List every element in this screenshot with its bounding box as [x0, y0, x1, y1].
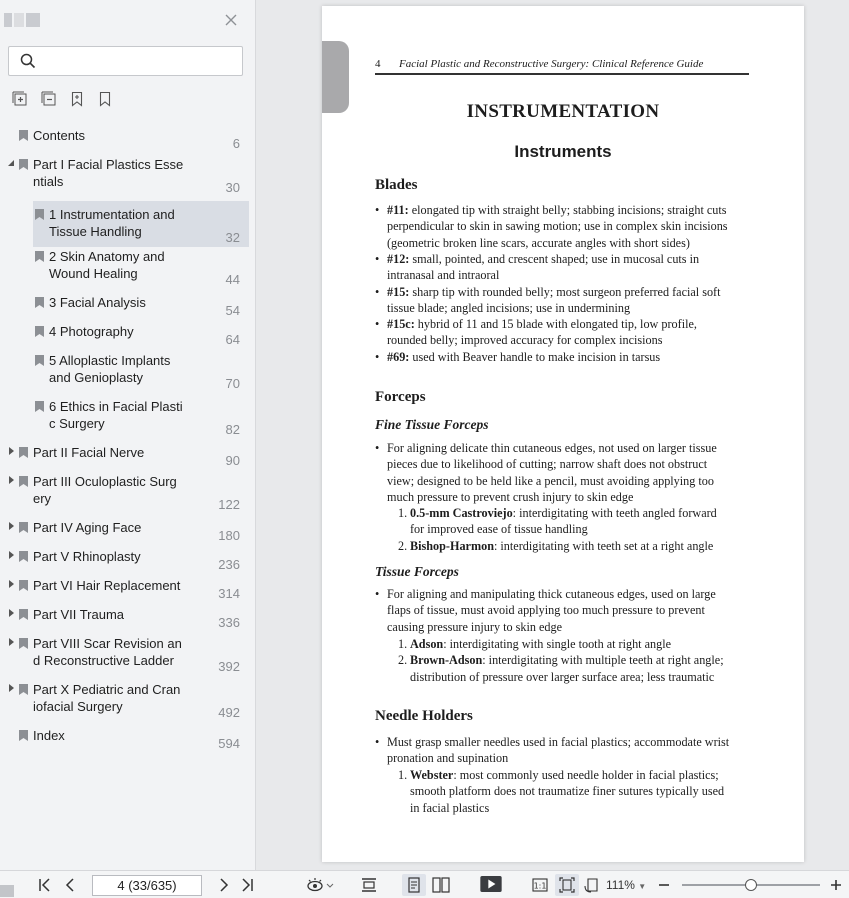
fine-tissue-forceps-heading: Fine Tissue Forceps — [375, 417, 489, 432]
bullet-description: small, pointed, and crescent shaped; use in mucosal cuts in intranasal and intraoral — [387, 251, 700, 283]
bullet-text — [387, 316, 757, 349]
item-number: 1. — [398, 768, 408, 782]
bookmark-icon — [19, 638, 28, 649]
toc-item-page: 314 — [218, 586, 240, 601]
item-text — [410, 636, 755, 652]
item-text — [410, 538, 755, 554]
bookmark-icon — [19, 159, 28, 170]
toc-item-label: 5 Alloplastic Implants and Genioplasty — [49, 353, 171, 385]
fit-page-button[interactable] — [555, 874, 579, 896]
toc-item-label: 6 Ethics in Facial Plasti c Surgery — [49, 399, 183, 431]
toc-item[interactable] — [0, 514, 256, 543]
page-number-field[interactable]: 4 (33/635) — [92, 875, 202, 896]
bookmark-icon — [35, 355, 44, 366]
single-page-icon — [406, 877, 422, 893]
bookmark-icon — [19, 684, 28, 695]
toc-item-page: 336 — [218, 615, 240, 630]
item-text — [410, 652, 755, 685]
last-page-icon[interactable] — [240, 877, 254, 893]
bullet-text: Must grasp smaller needles used in facial plastics; accommodate wrist pronation and supination — [387, 735, 730, 766]
toc-item-label: 2 Skin Anatomy and Wound Healing — [49, 249, 165, 281]
toc-item[interactable] — [0, 243, 256, 289]
bookmark-icon — [19, 551, 28, 562]
item-description: : interdigitating with single tooth at right angle — [443, 637, 672, 651]
first-page-icon[interactable] — [38, 877, 52, 893]
toc-item[interactable] — [0, 468, 256, 514]
svg-text:1:1: 1:1 — [533, 881, 547, 891]
chevron-down-icon[interactable] — [6, 157, 16, 169]
toc-item-page: 44 — [225, 272, 240, 287]
toc-item-page: 64 — [225, 332, 240, 347]
bullet-description: hybrid of 11 and 15 blade with elongated tip, low profile, rounded belly; improved accuracy for complex incisions — [387, 317, 697, 348]
bullet-term: #69: — [387, 349, 410, 364]
item-description: : most commonly used needle holder in facial plastics; smooth platform does not traumatize finer sutures typically used in facial plastics — [410, 768, 725, 815]
bullet-term: #15: — [387, 284, 410, 299]
item-number: 2. — [398, 653, 408, 668]
forceps-heading: Forceps — [375, 389, 426, 405]
chevron-right-icon[interactable] — [6, 520, 16, 532]
toc-item-label: Contents — [33, 128, 86, 143]
toc-item[interactable] — [0, 676, 256, 722]
toc-item-label: Part IV Aging Face — [33, 520, 142, 535]
item-description: : interdigitating with multiple teeth at right angle; distribution of pressure over larger surface area; less traumatic — [410, 653, 724, 684]
app-logo — [4, 13, 40, 27]
bullet-text: For aligning delicate thin cutaneous edges, not used on larger tissue pieces due to likelihood of cutting; narrow shaft does not obstruct view; designed to be held like a pencil, must avoiding applying too much pressure to prevent crush injury to skin edge — [387, 441, 717, 504]
toc-item[interactable] — [0, 151, 256, 197]
sidebar — [0, 0, 256, 870]
bookmark-icon — [35, 297, 44, 308]
chevron-right-icon[interactable] — [6, 607, 16, 619]
sidebar-header — [0, 0, 256, 40]
two-page-icon[interactable] — [432, 877, 450, 893]
chevron-down-icon: ▼ — [638, 882, 647, 891]
toc-item-page: 32 — [225, 230, 240, 245]
chevron-right-icon[interactable] — [6, 682, 16, 694]
chevron-right-icon[interactable] — [6, 549, 16, 561]
document-viewer[interactable] — [257, 0, 849, 870]
bookmark-icon — [35, 209, 44, 220]
toc-item-label: 1 Instrumentation and Tissue Handling — [49, 207, 175, 239]
close-icon[interactable] — [224, 13, 238, 27]
toc-item-page: 6 — [232, 136, 240, 151]
toc-item[interactable] — [0, 289, 256, 318]
toc-item[interactable] — [0, 393, 256, 439]
toc-item-label: Part VI Hair Replacement — [33, 578, 181, 593]
bookmark-icon — [19, 476, 28, 487]
toc-item[interactable] — [0, 572, 256, 601]
search-field[interactable] — [8, 46, 243, 76]
toc-item[interactable] — [0, 630, 256, 676]
bullet-text — [387, 251, 757, 284]
bookmark-icon — [35, 326, 44, 337]
tissue-forceps-heading: Tissue Forceps — [375, 564, 459, 579]
toc-item-label: Part X Pediatric and Cran iofacial Surgery — [33, 682, 181, 714]
bookmark-icon — [19, 609, 28, 620]
toc-item-label: Part III Oculoplastic Surg ery — [33, 474, 177, 506]
zoom-in-icon[interactable] — [830, 877, 842, 893]
bullet-text: For aligning and manipulating thick cutaneous edges, used on large flaps of tissue, must avoid applying too much pressure to prevent causing pressure injury to skin edge — [387, 587, 716, 634]
bookmark-icon — [19, 130, 28, 141]
section-heading: Instruments — [514, 142, 612, 161]
sidebar-toggle-icon[interactable] — [0, 881, 16, 897]
bookmark-icon — [35, 251, 44, 262]
bullet-term: #15c: — [387, 317, 415, 332]
item-term: Bishop-Harmon — [410, 538, 494, 553]
item-term: Brown-Adson — [410, 653, 483, 668]
item-text — [410, 505, 755, 538]
single-page-view-button[interactable] — [402, 874, 426, 896]
bookmark-icon — [19, 580, 28, 591]
toc-item[interactable] — [0, 543, 256, 572]
bullet-text — [387, 284, 757, 317]
zoom-out-icon[interactable] — [658, 877, 670, 893]
zoom-slider-handle[interactable] — [745, 879, 757, 891]
item-term: 0.5-mm Castroviejo — [410, 506, 513, 520]
bottom-toolbar — [0, 870, 849, 898]
toc-item-label: Part II Facial Nerve — [33, 445, 145, 460]
item-number: 2. — [398, 538, 408, 553]
item-term: Webster — [410, 768, 454, 782]
slideshow-play-icon[interactable] — [479, 876, 503, 892]
bullet-term: #11: — [387, 203, 409, 217]
bookmark-icon[interactable] — [97, 91, 113, 107]
bookmark-icon — [35, 401, 44, 412]
toc-item-label: 3 Facial Analysis — [49, 295, 146, 310]
search-icon — [20, 53, 36, 69]
toc-item-page: 594 — [218, 736, 240, 751]
bookmark-icon — [19, 447, 28, 458]
toc-item[interactable] — [0, 318, 256, 347]
toc-item-label: 4 Photography — [49, 324, 134, 339]
chapter-heading: INSTRUMENTATION — [466, 101, 660, 122]
page-number: 4 — [375, 58, 381, 70]
toc-item[interactable] — [0, 347, 256, 393]
chevron-right-icon[interactable] — [6, 474, 16, 486]
toc-item-page: 392 — [218, 659, 240, 674]
toc-item-label: Part VIII Scar Revision an d Reconstructive Ladder — [33, 636, 182, 668]
fit-width-icon[interactable] — [361, 877, 377, 893]
toc-item-page: 236 — [218, 557, 240, 572]
toc-item[interactable] — [0, 439, 256, 468]
toc-item-page: 122 — [218, 497, 240, 512]
toc-item-page: 90 — [225, 453, 240, 468]
toc-item[interactable] — [0, 722, 256, 751]
running-head — [375, 57, 749, 75]
bullet-description: sharp tip with rounded belly; most surgeon preferred facial soft tissue blade; angled incisions; use in undermining — [387, 284, 721, 315]
chevron-right-icon[interactable] — [6, 578, 16, 590]
chevron-right-icon[interactable] — [6, 636, 16, 648]
item-term: Adson — [410, 637, 444, 651]
toc-item-page: 180 — [218, 528, 240, 543]
item-text — [410, 767, 755, 816]
toc-item-page: 70 — [225, 376, 240, 391]
bullet-text — [387, 349, 757, 365]
zoom-value: 111% — [606, 878, 635, 892]
rotate-page-icon[interactable] — [584, 877, 602, 893]
item-description: : interdigitating with teeth angled forward for improved ease of tissue handling — [410, 506, 717, 537]
item-number: 1. — [398, 506, 408, 520]
item-number: 1. — [398, 637, 408, 651]
book-title: Facial Plastic and Reconstructive Surgery: Clinical Reference Guide — [399, 58, 704, 70]
bullet-description: elongated tip with straight belly; stabbing incisions; straight cuts perpendicular to skin in sawing motion; use in complex skin incisions (geometric broken line scars, accurate angles with short sides) — [387, 203, 728, 250]
needle-holders-heading: Needle Holders — [375, 708, 473, 724]
toc-item-label: Part I Facial Plastics Esse ntials — [33, 157, 184, 189]
pdf-page: 4 Facial Plastic and Reconstructive Surgery: Clinical Reference Guide INSTRUMENTATION Instruments Blades • #11: elongated tip with straight belly; stabbing incisions; straight cuts perpendicular to skin in sawing motion; use in complex skin incisions (geometric broken line scars, accurate angles with short sides) • #12: small, pointed, and crescent shaped; use in mucosal cuts in intranasal and intraoral • #15: sharp tip with rounded belly; most surgeon preferred facial soft tissue blade; angled incisions; use in undermining • #15c: hybrid of 11 and 15 blade with elongated tip, low profile, rounded belly; improved accuracy for complex incisions • #69: used with Beaver handle to make incision in tarsus Forceps Fine Tissue Forceps • For aligning delicate thin cutaneous edges, not used on larger tissue pieces due to likelihood of cutting; narrow shaft does not obstruct view; designed to be held like a pencil, must avoiding applying too much pressure to prevent crush injury to skin edge 1. 0.5-mm Castroviejo: interdigitating with teeth angled forward for improved ease of tissue handling 2. Bishop-Harmon: interdigitating with teeth set at a right angle Tissue Forceps • For aligning and manipulating thick cutaneous edges, used on large flaps of tissue, must avoid applying too much pressure to prevent causing pressure injury to skin edge 1. Adson: interdigitating with single tooth at right angle 2. Brown-Adson: interdigitating with multiple teeth at right angle; distribution of pressure over larger surface area; less traumatic Needle Holders • Must grasp smaller needles used in facial plastics; accommodate wrist pronation and supination 1. Webster: most commonly used needle holder in facial plastics; smooth platform does not traumatize finer sutures typically used in facial plastics — [322, 6, 804, 862]
toc-item-page: 492 — [218, 705, 240, 720]
next-page-icon[interactable] — [218, 877, 230, 893]
eye-protection-icon[interactable] — [306, 877, 334, 893]
toc-item-page: 54 — [225, 303, 240, 318]
toc-item[interactable] — [0, 122, 256, 151]
bullet-term: #12: — [387, 251, 410, 266]
search-input[interactable] — [45, 52, 235, 70]
zoom-level[interactable] — [606, 878, 646, 892]
bookmark-icon — [19, 522, 28, 533]
toc-item-page: 82 — [225, 422, 240, 437]
add-bookmark-icon[interactable] — [69, 91, 85, 107]
bookmark-icon — [19, 730, 28, 741]
previous-page-icon[interactable] — [64, 877, 76, 893]
bullet-text — [387, 202, 757, 251]
expand-all-icon[interactable] — [12, 91, 28, 107]
toc-item-label: Part V Rhinoplasty — [33, 549, 141, 564]
bullet-description: used with Beaver handle to make incision in tarsus — [409, 349, 661, 364]
toc-item-page: 30 — [225, 180, 240, 195]
fit-page-icon — [559, 877, 575, 893]
actual-size-icon[interactable] — [532, 877, 548, 893]
toc-item[interactable] — [0, 201, 256, 247]
toc-item[interactable] — [0, 601, 256, 630]
toc-item-label: Part VII Trauma — [33, 607, 125, 622]
blades-heading: Blades — [375, 177, 418, 193]
chevron-right-icon[interactable] — [6, 445, 16, 457]
item-description: : interdigitating with teeth set at a right angle — [493, 538, 714, 553]
collapse-all-icon[interactable] — [41, 91, 57, 107]
toc-item-label: Index — [33, 728, 65, 743]
